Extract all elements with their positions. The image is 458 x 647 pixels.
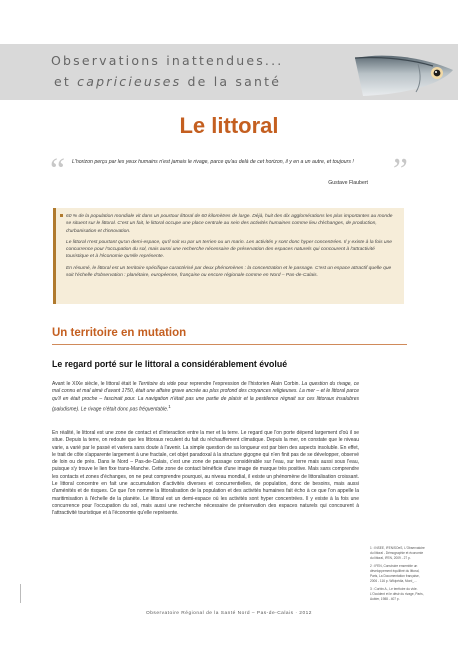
body-p1-italic-citation: La question du rivage, ce mal connu et mal aimé d'avant 1750, était une affaire grave ancrée au plus profond des croyances religieuses. La mer – et le littoral parce qu'il en était proche – fascinait pour. La navigation n'était pas une partie de plaisir et la pestilence régnait sur ces littoraux insalubres (paludisme). Le rivage n'était donc pas fréquentable. xyxy=(52,381,359,413)
header-banner xyxy=(0,44,458,100)
summary-paragraph-1: 60 % de la population mondiale vit dans un pourtour littoral de 60 kilomètres de large. Déjà, huit des dix agglomérations les plus importantes au monde se situent sur le littoral. C'est un fait, le littoral occupe une place centrale au sein des activités humaines comme lieu d'échanges, de production, d'urbanisation et d'innovation. xyxy=(66,214,393,234)
body-paragraph-2: En réalité, le littoral est une zone de contact et d'interaction entre la mer et la terre. Le regard que l'on porte dépend largement d'où il se situe. Depuis la terre, on redoute que les littoraux reculent du fait du réchauffement climatique. Depuis la mer, on constate que le niveau varie, a varié par le passé et variera sans doute à l'avenir. La simple question de sa longueur est par bien des aspects insoluble. En effet, le trait de côte s'apparente largement à une fractale, cet objet paradoxal à la structure gigogne qui n'en finit pas de se développer, observé de loin ou de près. Dans le Nord – Pas-de-Calais, c'est une zone de passage considérable sur l'eau, sur terre mais aussi sous l'eau, puisque s'y trouve le lien fixe trans-Manche. Cette zone de contact bénéficie d'une image de marque très positive. Mais sans comprendre les contacts et zones d'échanges, on ne peut comprendre pourquoi, au niveau mondial, il existe un phénomène de littoralisation croissant. Le littoral concentre en fait une accumulation d'activités diverses et concurrentielles, de population, donc de besoins, mais aussi d'aménités et de risques. Ce que l'on nomme la littoralisation de la population et des activités humaines fait écho à ce que l'on appelle la maritimisation à l'échelle de la planète. Le littoral est un demi-espace où les activités sont hyper concentrées. Il y existe à la fois une concurrence pour l'occupation du sol, mais aussi une recherche nécessaire de préservation des espaces naturels qui concourent à l'attractivité touristique et à l'économie qu'elle représente. xyxy=(52,430,359,517)
banner-line-2-start: et xyxy=(54,74,78,89)
summary-paragraph-3: En résumé, le littoral est un territoire spécifique caractérisé par deux phénomènes : la concentration et le passage. C'est un espace attractif quelle que soit l'échelle d'observation : planétaire, européenne, française ou encore régionale comme en Nord – Pas-de-Calais. xyxy=(66,265,392,279)
body-paragraph-1 xyxy=(52,381,359,414)
footnote-2: 2 : IFEN, Construire ensemble un développement équilibré du littoral, Paris, La Documentation française, 2006 - 116 p. Wikipédia, Mord_... xyxy=(370,564,420,583)
body-p1-italic-term: Territoire du vide xyxy=(138,381,177,387)
footnote-ref: 1 xyxy=(168,403,171,409)
epigraph-text: L'horizon perçu par les yeux humains n'est jamais le rivage, parce qu'au delà de cet horizon, il y en a un autre, et toujours ! xyxy=(72,159,354,165)
footnotes xyxy=(370,546,426,605)
banner-line-1: Observations inattendues... xyxy=(51,53,284,68)
page-footer: Observatoire Régional de la Santé Nord – Pas-de-Calais · 2012 xyxy=(146,611,312,616)
margin-rule xyxy=(20,584,21,603)
subsection-heading: Le regard porté sur le littoral a considérablement évolué xyxy=(52,359,288,369)
summary-box xyxy=(53,208,404,304)
footnote-3: 3 : Corbin A., Le territoire du vide. L'Occident et le désir du rivage, Paris, Aubier, 1988 - 407 p. xyxy=(370,587,424,601)
summary-paragraph-2: Le littoral n'est pourtant qu'un demi-espace, qu'il soit vu par un terrien ou un marin. Les activités y sont donc hyper concentrées. Il y existe à la fois une concurrence pour l'occupation du sol, mais aussi une recherche nécessaire de préservation des espaces naturels qui concourent à l'attractivité touristique et à l'économie qu'elle représente. xyxy=(66,239,393,260)
fish-illustration xyxy=(353,44,458,100)
epigraph xyxy=(50,148,408,196)
page-title: Le littoral xyxy=(179,113,279,138)
open-quote-icon: “ xyxy=(50,152,66,189)
body-p1-middle: pour reprendre l'expression de l'historien Alain Corbin. xyxy=(176,381,302,387)
close-quote-icon: ” xyxy=(392,152,408,189)
section-heading: Un territoire en mutation xyxy=(52,327,187,339)
bullet-square-icon xyxy=(60,214,63,217)
banner-line-2-italic: capricieuses xyxy=(77,74,182,89)
body-p1-start: Avant le XIXe siècle, le littoral était le xyxy=(52,381,139,387)
banner-line-2-end: de la santé xyxy=(181,74,282,89)
section-divider xyxy=(52,344,407,345)
epigraph-author: Gustave Flaubert xyxy=(328,180,368,186)
footnote-1: 1 : INSEE, IFEN/SOeS, L'Observatoire du littoral - Démographie et économie du littoral, IFEN, 2009 - 27 p. xyxy=(370,546,425,560)
